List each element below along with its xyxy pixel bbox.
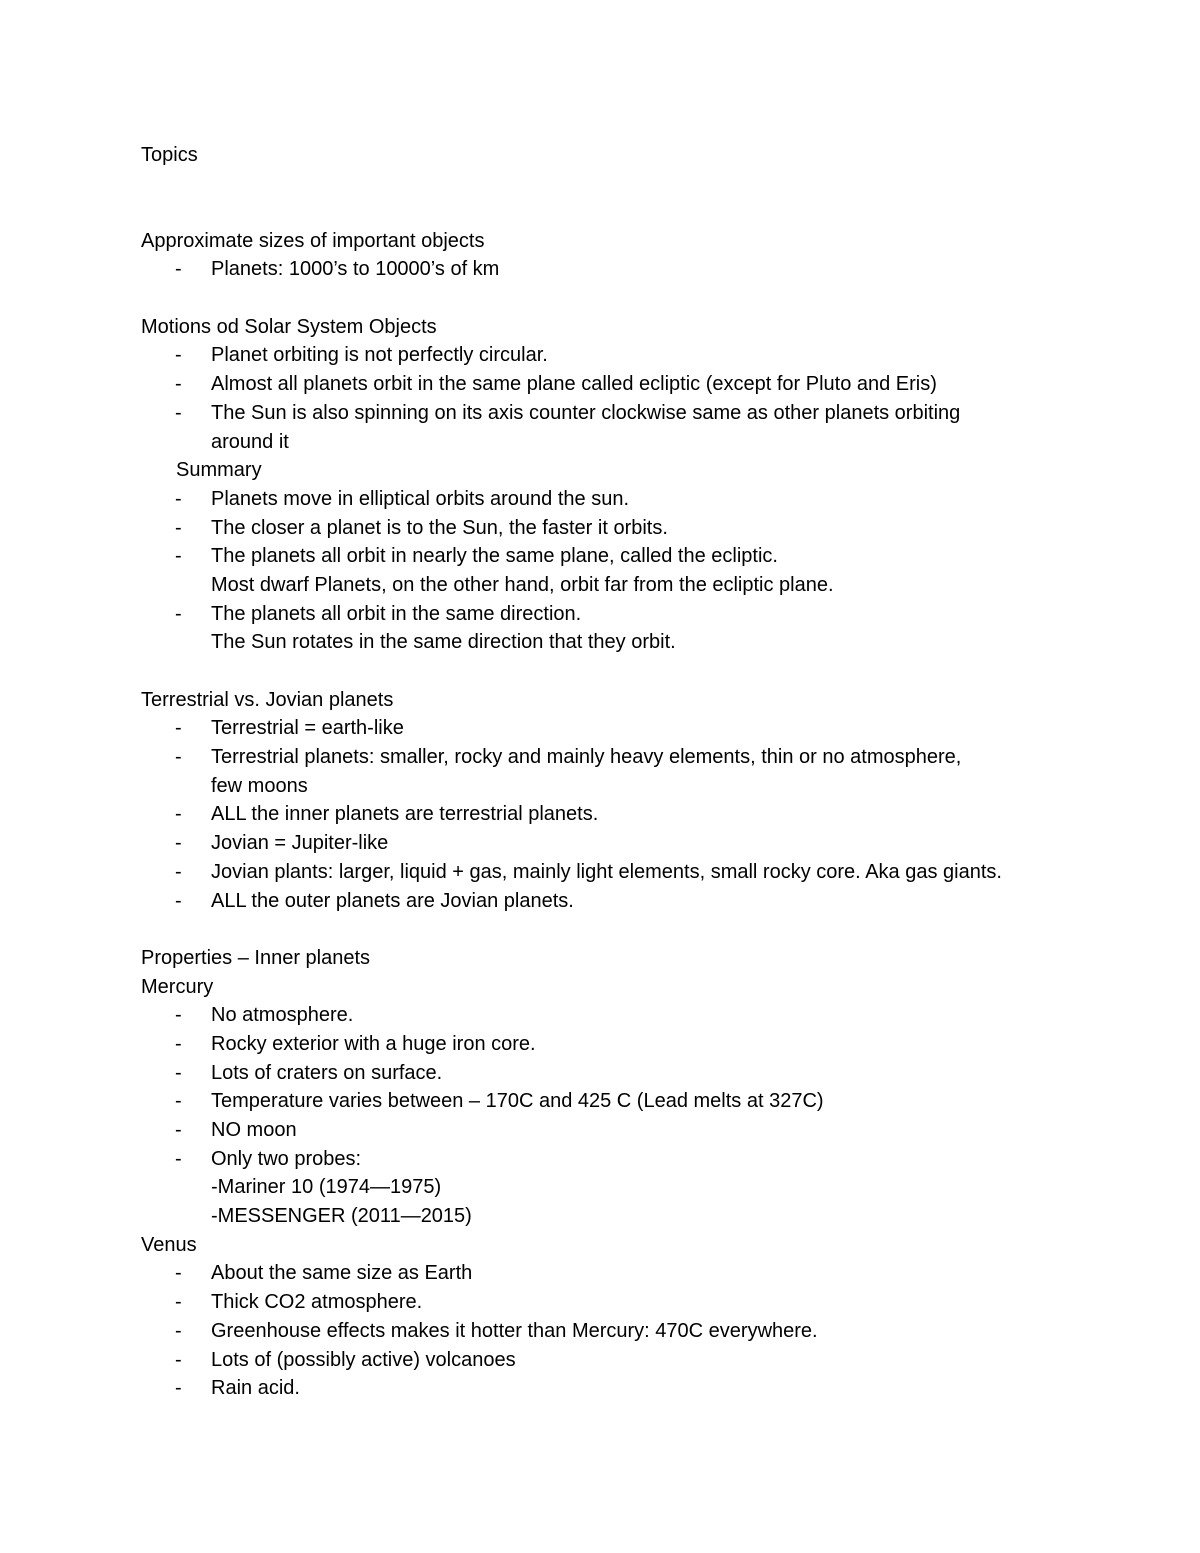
bullet-dash: - [175,803,182,826]
list-item [141,743,1101,772]
list-item [141,542,1101,571]
list-item-text: ALL the inner planets are terrestrial planets. [211,803,599,826]
list-item-text: Temperature varies between – 170C and 425 C (Lead melts at 327C) [211,1090,824,1113]
list-item [141,514,1101,543]
list-item [141,714,1101,743]
list-item [141,858,1101,887]
list-item [141,370,1101,399]
bullet-dash: - [175,832,182,855]
list-item [141,485,1101,514]
summary-label: Summary [176,459,262,482]
list-item [141,1374,1101,1403]
bullet-dash: - [175,1061,182,1084]
bullet-dash: - [175,487,182,510]
list-item [141,341,1101,370]
list-item-text: NO moon [211,1119,297,1141]
bullet-dash: - [175,1032,182,1055]
bullet-dash: - [175,602,182,625]
bullet-dash: - [175,344,182,367]
page-title: Topics [141,144,198,166]
list-item [141,1059,1101,1088]
bullet-dash: - [175,1262,182,1285]
bullet-dash: - [175,1119,182,1141]
list-item-text: Rain acid. [211,1377,300,1400]
list-item-text: Planets move in elliptical orbits around the sun. [211,487,630,510]
bullet-dash: - [175,1348,182,1371]
list-item-text: The planets all orbit in the same direction. [211,602,582,625]
bullet-dash: - [175,401,182,424]
subheading-venus: Venus [141,1233,197,1256]
list-item [141,800,1101,829]
list-item-text: The planets all orbit in nearly the same plane, called the ecliptic. [211,545,778,568]
list-item-continuation: The Sun rotates in the same direction that they orbit. [211,631,676,654]
probe-entry: -MESSENGER (2011—2015) [211,1205,472,1228]
list-item [141,1317,1101,1346]
list-item-text: Thick CO2 atmosphere. [211,1291,423,1314]
list-item-text: Lots of (possibly active) volcanoes [211,1348,516,1371]
section-heading-terrestrial-jovian: Terrestrial vs. Jovian planets [141,688,394,711]
list-item [141,1346,1101,1375]
document-page [141,141,1101,1403]
list-item-text: Greenhouse effects makes it hotter than Mercury: 470C everywhere. [211,1319,818,1342]
bullet-dash: - [175,860,182,883]
probe-entry: -Mariner 10 (1974—1975) [211,1176,442,1199]
bullet-dash: - [175,373,182,396]
list-item [141,1116,1101,1145]
bullet-dash: - [175,516,182,539]
list-item-text: Only two probes: [211,1147,362,1170]
bullet-dash: - [175,1377,182,1400]
bullet-dash: - [175,1291,182,1314]
list-item-text: Terrestrial = earth-like [211,717,404,740]
list-item [141,255,1101,284]
list-item-continuation: few moons [211,774,308,797]
list-item-text: Terrestrial planets: smaller, rocky and mainly heavy elements, thin or no atmosphere, [211,746,962,769]
list-item-text: Rocky exterior with a huge iron core. [211,1032,536,1055]
list-item-continuation: around it [211,430,289,453]
list-item [141,1259,1101,1288]
list-item-text: Lots of craters on surface. [211,1061,443,1084]
list-item-text: Planets: 1000’s to 10000’s of km [211,258,500,281]
bullet-dash: - [175,545,182,568]
bullet-dash: - [175,1319,182,1342]
subheading-mercury: Mercury [141,975,214,998]
bullet-dash: - [175,717,182,740]
list-item-text: Jovian plants: larger, liquid + gas, mainly light elements, small rocky core. Aka gas giants. [211,860,1002,883]
bullet-dash: - [175,889,182,912]
bullet-dash: - [175,746,182,769]
section-heading-inner-planets: Properties – Inner planets [141,946,371,969]
list-item-continuation: Most dwarf Planets, on the other hand, orbit far from the ecliptic plane. [211,573,834,596]
list-item [141,1145,1101,1174]
bullet-dash: - [175,258,182,281]
list-item-text: Almost all planets orbit in the same plane called ecliptic (except for Pluto and Eris) [211,373,937,396]
section-heading-motions: Motions od Solar System Objects [141,315,437,338]
list-item [141,1288,1101,1317]
list-item-text: ALL the outer planets are Jovian planets. [211,889,574,912]
list-item-text: The closer a planet is to the Sun, the faster it orbits. [211,516,668,539]
list-item [141,1001,1101,1030]
list-item [141,887,1101,916]
bullet-dash: - [175,1147,182,1170]
list-item [141,1087,1101,1116]
list-item [141,600,1101,629]
section-heading-sizes: Approximate sizes of important objects [141,229,485,252]
list-item [141,1030,1101,1059]
list-item-text: About the same size as Earth [211,1262,473,1285]
bullet-dash: - [175,1004,182,1027]
list-item [141,829,1101,858]
list-item-text: Jovian = Jupiter-like [211,832,389,855]
bullet-dash: - [175,1090,182,1113]
list-item-text: The Sun is also spinning on its axis counter clockwise same as other planets orbiting [211,401,961,424]
list-item-text: No atmosphere. [211,1004,354,1027]
list-item [141,399,1101,428]
list-item-text: Planet orbiting is not perfectly circular. [211,344,548,367]
